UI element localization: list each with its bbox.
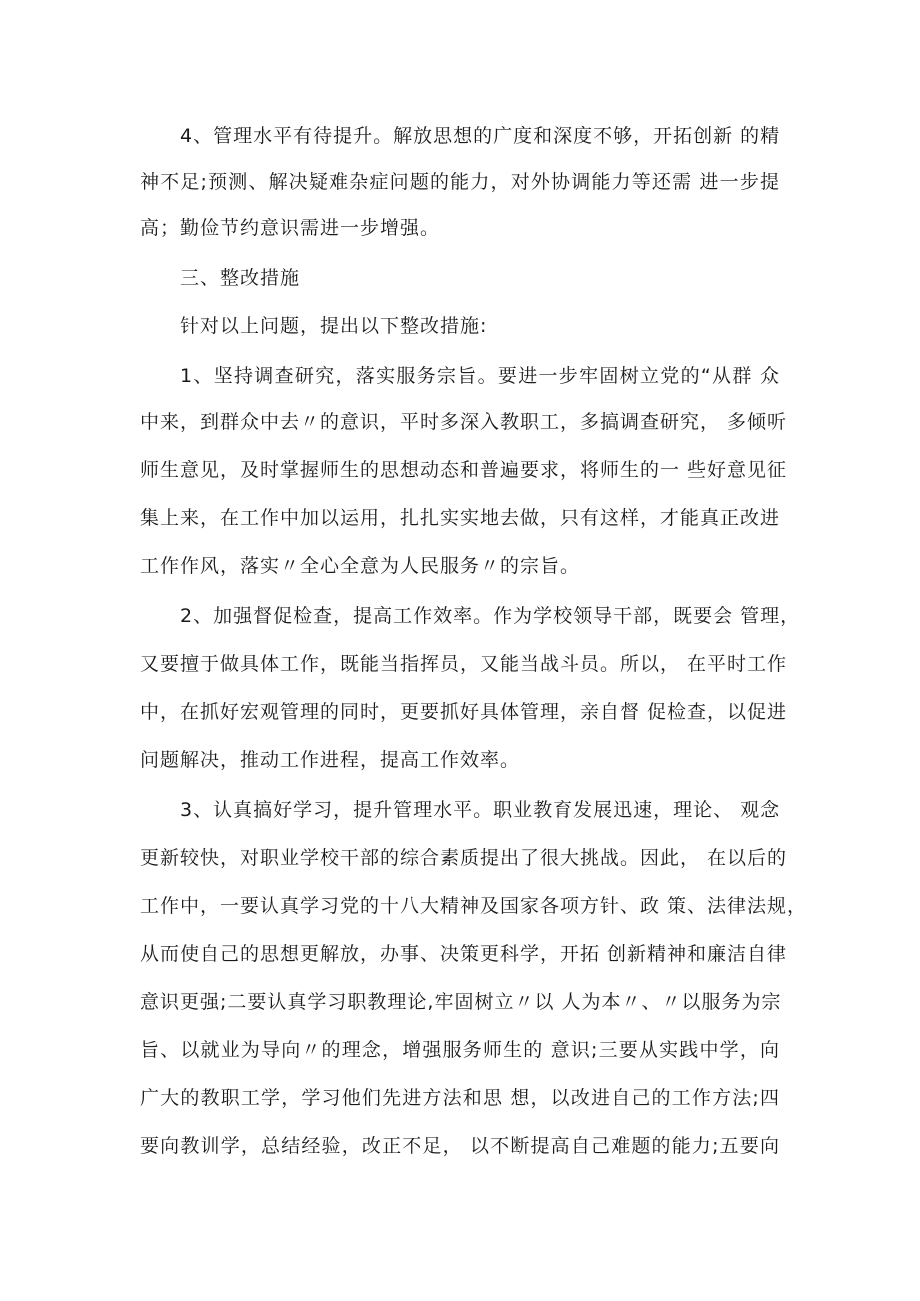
paragraph-line: 师生意见，及时掌握师生的思想动态和普遍要求，将师生的一 些好意见征 — [140, 459, 788, 481]
paragraph-line: 中，在抓好宏观管理的同时，更要抓好具体管理，亲自督 促检查，以促进 — [140, 701, 788, 723]
paragraph-line: 1、坚持调查研究，落实服务宗旨。要进一步牢固树立党的“从群 众 — [180, 365, 780, 387]
paragraph-line: 2、加强督促检查，提高工作效率。作为学校领导干部，既要会 管理， — [180, 605, 801, 627]
paragraph-line: 工作作风，落实〃全心全意为人民服务〃的宗旨。 — [140, 555, 581, 577]
paragraph-line: 又要擅于做具体工作，既能当指挥员，又能当战斗员。所以， 在平时工作 — [140, 653, 788, 675]
paragraph-line: 旨、以就业为导向〃的理念，增强服务师生的 意识;三要从实践中学，向 — [140, 1039, 780, 1061]
paragraph-line: 广大的教职工学，学习他们先进方法和思 想，以改进自己的工作方法;四 — [140, 1087, 780, 1109]
paragraph-line: 神不足;预测、解决疑难杂症问题的能力，对外协调能力等还需 进一步提 — [140, 171, 780, 193]
paragraph-line: 问题解决，推动工作进程，提高工作效率。 — [140, 749, 521, 771]
paragraph-line: 3、认真搞好学习，提升管理水平。职业教育发展迅速，理论、 观念 — [180, 799, 781, 821]
paragraph-line: 工作中，一要认真学习党的十八大精神及国家各项方针、政 策、法律法规， — [140, 895, 808, 917]
paragraph-line: 要向教训学，总结经验，改正不足， 以不断提高自己难题的能力;五要向 — [140, 1135, 780, 1157]
paragraph-line: 更新较快，对职业学校干部的综合素质提出了很大挑战。因此， 在以后的 — [140, 847, 788, 869]
paragraph-line: 集上来，在工作中加以运用，扎扎实实地去做，只有这样，才能真正改进 — [140, 507, 781, 529]
paragraph-line: 4、管理水平有待提升。解放思想的广度和深度不够，开拓创新 的精 — [180, 125, 781, 147]
paragraph-line: 从而使自己的思想更解放，办事、决策更科学，开拓 创新精神和廉洁自律 — [140, 943, 788, 965]
paragraph-line: 针对以上问题，提出以下整改措施: — [180, 315, 488, 337]
section-heading: 三、整改措施 — [180, 267, 301, 289]
paragraph-line: 高；勤俭节约意识需进一步增强。 — [140, 217, 441, 239]
paragraph-line: 中来，到群众中去〃的意识，平时多深入教职工，多搞调查研究， 多倾听 — [140, 411, 788, 433]
paragraph-line: 意识更强;二要认真学习职教理论,牢固树立〃以 人为本〃、〃以服务为宗 — [140, 991, 782, 1013]
